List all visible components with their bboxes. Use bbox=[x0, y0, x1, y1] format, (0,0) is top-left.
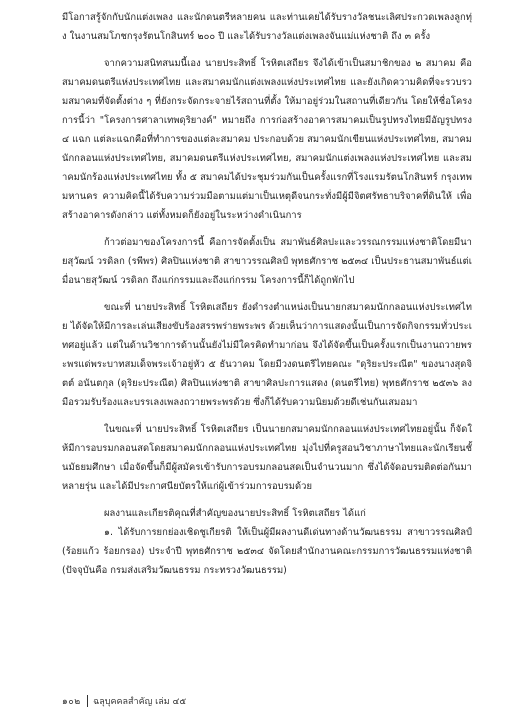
paragraph-gap bbox=[62, 496, 472, 504]
paragraph-training: ในขณะที่ นายประสิทธิ์ โรหิตเสถียร เป็นนายกสมาคมนักกลอนแห่งประเทศไทยอยู่นั้น ก็จัดให้มีการอบรมกลอนสดโดยสมาคมนักกลอนแห่งประเทศไทย มุ่งไปที่ครูสอนวิชาภาษาไทยและนักเรียนชั้นมัธยมศึกษา เมื่อจัดขึ้นก็มีผู้สมัครเข้ารับการอบรมกลอนสดเป็นจำนวนมาก ซึ่งได้จัดอบรมติดต่อกันมาหลายรุ่น และได้มีประกาศนียบัตรให้แก่ผู้เข้าร่วมการอบรมด้วย bbox=[62, 424, 472, 492]
page-number: ๑๐๒ bbox=[62, 697, 81, 707]
footer-divider bbox=[87, 695, 89, 707]
paragraph-gap bbox=[62, 412, 472, 420]
page-footer bbox=[62, 693, 186, 709]
paragraph-achievement-1: ๑. ได้รับการยกย่องเชิดชูเกียรติ ให้เป็นผู้มีผลงานดีเด่นทางด้านวัฒนธรรม สาขาวรรณศิลป์ (ร้อยแก้ว ร้อยกรอง) ประจำปี พุทธศักราช ๒๕๓๔ จัดโดยสำนักงานคณะกรรมการวัฒนธรรมแห่งชาติ (ปัจจุบันคือ กรมส่งเสริมวัฒนธรรม กระทรวงวัฒนธรรม) bbox=[62, 527, 472, 576]
body-text bbox=[62, 8, 472, 580]
paragraph-gap bbox=[62, 225, 472, 233]
book-title: ฉลุบุคคลสำคัญ เล่ม ๔๕ bbox=[93, 697, 187, 707]
paragraph-next-step: ก้าวต่อมาของโครงการนี้ คือการจัดตั้งเป็น สมาพันธ์ศิลปะและวรรณกรรมแห่งชาติโดยมีนายสุวัฒน์ วรดิลก (รพีพร) ศิลปินแห่งชาติ สาขาวรรณศิลป์ พุทธศักราช ๒๕๓๔ เป็นประธานสมาพันธ์แต่เมื่อนายสุวัฒน์ วรดิลก ถึงแก่กรรมและถึงแก่กรรม โครงการนี้ก็ได้ถูกพักไป bbox=[62, 237, 472, 286]
paragraph-gap bbox=[62, 290, 472, 298]
paragraph-achievements-intro: ผลงานและเกียรติคุณที่สำคัญของนายประสิทธิ์ โรหิตเสถียร ได้แก่ bbox=[104, 508, 366, 519]
paragraph-poetry-president: ขณะที่ นายประสิทธิ์ โรหิตเสถียร ยังดำรงตำแหน่งเป็นนายกสมาคมนักกลอนแห่งประเทศไทย ได้จัดให้มีการละเล่นเสียงขับร้องสรรพร่ายพระพร ด้วยเห็นว่าการแสดงนั้นเป็นการจัดกิจกรรมทั่วประเทศอยู่แล้ว แต่ในด้านวิชาการด้านนั้นยังไม่มีใครคิดทำมาก่อน จึงได้จัดขึ้นเป็นครั้งแรกเป็นงานถวายพระพรแด่พระบาทสมเด็จพระเจ้าอยู่หัว ๕ ธันวาคม โดยมีวงดนตรีไทยคณะ "ดุริยะประณีต" ของนางสุดจิตต์ อนันตกุล (ดุริยะประณีต) ศิลปินแห่งชาติ สาขาศิลปะการแสดง (ดนตรีไทย) พุทธศักราช ๒๕๓๖ ลงมือรวมรับร้องและบรรเลงเพลงถวายพระพรด้วย ซึ่งก็ได้รับความนิยมด้วยดีเช่นกันเสมอมา bbox=[62, 302, 472, 408]
paragraph-intro-continued: มีโอกาสรู้จักกับนักแต่งเพลง และนักดนตรีหลายคน และท่านเคยได้รับรางวัลชนะเลิศประกวดเพลงลูกทุ่ง ในงานสมโภชกรุงรัตนโกสินทร์ ๒๐๐ ปี และได้รับรางวัลแต่งเพลงจันแม่แห่งชาติ ถึง ๓ ครั้ง bbox=[62, 12, 472, 42]
paragraph-gap bbox=[62, 46, 472, 54]
paragraph-associations: จากความสนิทสนมนี้เอง นายประสิทธิ์ โรหิตเสถียร จึงได้เข้าเป็นสมาชิกของ ๒ สมาคม คือ สมาคมดนตรีแห่งประเทศไทย และสมาคมนักแต่งเพลงแห่งประเทศไทย และยังเกิดความคิดที่จะรวบรวมสมาคมที่จัดตั้งต่าง ๆ ที่ยังกระจัดกระจายไร้สถานที่ตั้ง ให้มาอยู่ร่วมในสถานที่เดียวกัน โดยให้ชื่อโครงการนี้ว่า "โครงการศาลาเทพดุริยางค์" หมายถึง การก่อสร้างอาคารสมาคมเป็นรูปทรงไทยมีอัญรูปทรง ๔ แฉก แต่ละแฉกคือที่ทำการของแต่ละสมาคม ประกอบด้วย สมาคมนักเขียนแห่งประเทศไทย, สมาคมนักกลอนแห่งประเทศไทย, สมาคมดนตรีแห่งประเทศไทย, สมาคมนักแต่งเพลงแห่งประเทศไทย และสมาคมนักร้องแห่งประเทศไทย ทั้ง ๕ สมาคมได้ประชุมร่วมกันเป็นครั้งแรกที่โรงแรมรัตนโกสินทร์ กรุงเทพมหานคร ความคิดนี้ได้รับความร่วมมือตามแต่มาเป็นเหตุดีจนกระทั่งมีผู้มีจิตศรัทธาบริจาคที่ดินให้ เพื่อสร้างอาคารดังกล่าว แต่ทั้งหมดก็ยังอยู่ในระหว่างดำเนินการ bbox=[62, 58, 472, 221]
